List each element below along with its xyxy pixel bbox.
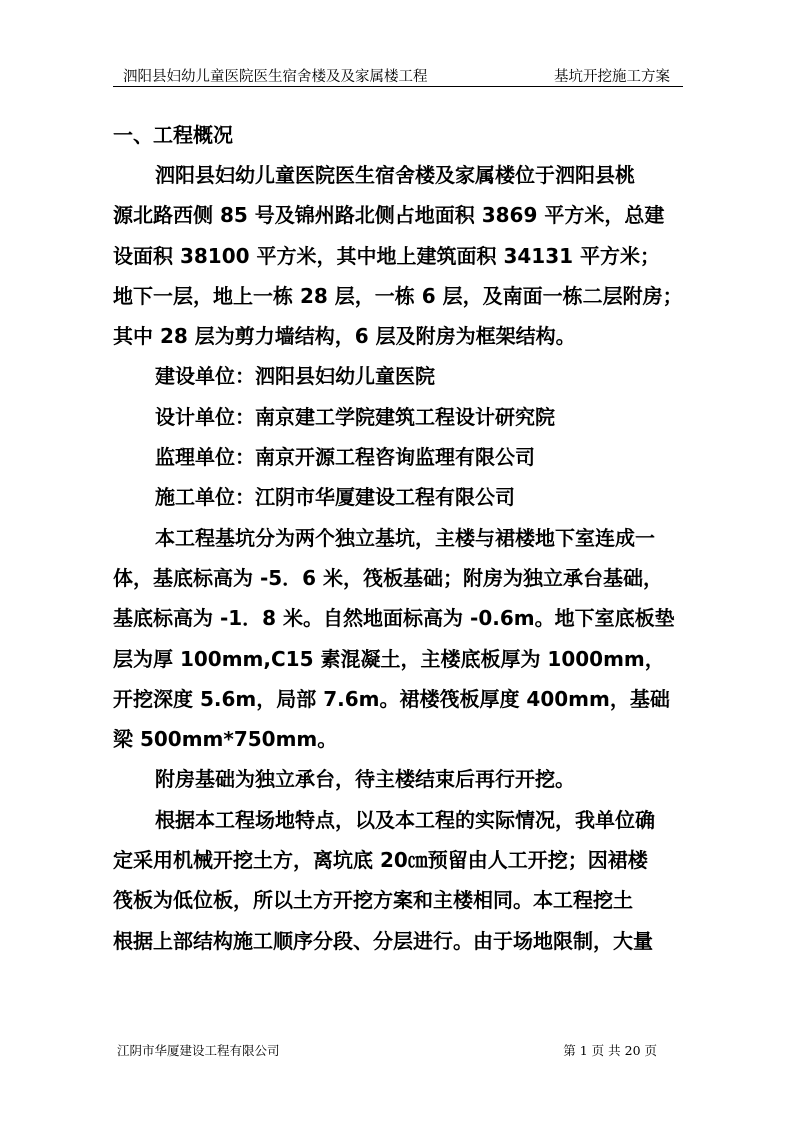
body-line: 设面积 38100 平方米，其中地上建筑面积 34131 平方米； bbox=[113, 243, 661, 268]
body-line: 地下一层，地上一栋 28 层，一栋 6 层，及南面一栋二层附房； bbox=[113, 283, 683, 308]
supervision-unit-line: 监理单位：南京开源工程咨询监理有限公司 bbox=[155, 445, 535, 470]
body-line: 定采用机械开挖土方，离坑底 20㎝预留由人工开挖；因裙楼 bbox=[113, 848, 648, 873]
body-line: 源北路西侧 85 号及锦州路北侧占地面积 3869 平方米，总建 bbox=[113, 203, 665, 228]
header-divider bbox=[113, 86, 683, 87]
section-heading: 一、工程概况 bbox=[113, 123, 233, 147]
footer-company: 江阴市华厦建设工程有限公司 bbox=[117, 1043, 280, 1058]
header-document-title: 基坑开挖施工方案 bbox=[554, 69, 670, 85]
owner-unit-line: 建设单位：泗阳县妇幼儿童医院 bbox=[155, 364, 435, 389]
header-project-name: 泗阳县妇幼儿童医院医生宿舍楼及及家属楼工程 bbox=[123, 69, 428, 85]
document-body bbox=[113, 115, 685, 961]
body-line: 基底标高为 -1．8 米。自然地面标高为 -0.6m。地下室底板垫 bbox=[113, 606, 675, 631]
body-line: 泗阳县妇幼儿童医院医生宿舍楼及家属楼位于泗阳县桃 bbox=[155, 163, 635, 187]
body-line: 其中 28 层为剪力墙结构，6 层及附房为框架结构。 bbox=[113, 324, 576, 349]
design-unit-line: 设计单位：南京建工学院建筑工程设计研究院 bbox=[155, 404, 555, 429]
body-line: 筏板为低位板，所以土方开挖方案和主楼相同。本工程挖土 bbox=[113, 888, 633, 913]
body-line: 层为厚 100mm,C15 素混凝土，主楼底板厚为 1000mm， bbox=[113, 646, 665, 671]
construction-unit-line: 施工单位：江阴市华厦建设工程有限公司 bbox=[155, 485, 515, 510]
body-line: 本工程基坑分为两个独立基坑，主楼与裙楼地下室连成一 bbox=[155, 525, 655, 550]
body-line: 体，基底标高为 -5．6 米，筏板基础；附房为独立承台基础， bbox=[113, 565, 664, 590]
page-number: 第 1 页 共 20 页 bbox=[563, 1043, 657, 1058]
body-line: 根据上部结构施工顺序分段、分层进行。由于场地限制，大量 bbox=[113, 928, 653, 953]
body-line: 附房基础为独立承台，待主楼结束后再行开挖。 bbox=[155, 767, 575, 792]
page-footer bbox=[117, 1041, 657, 1061]
body-line: 开挖深度 5.6m，局部 7.6m。裙楼筏板厚度 400mm，基础 bbox=[113, 686, 670, 711]
page-header bbox=[113, 61, 682, 85]
body-line: 根据本工程场地特点，以及本工程的实际情况，我单位确 bbox=[155, 807, 655, 832]
body-line: 梁 500mm*750mm。 bbox=[113, 727, 338, 752]
